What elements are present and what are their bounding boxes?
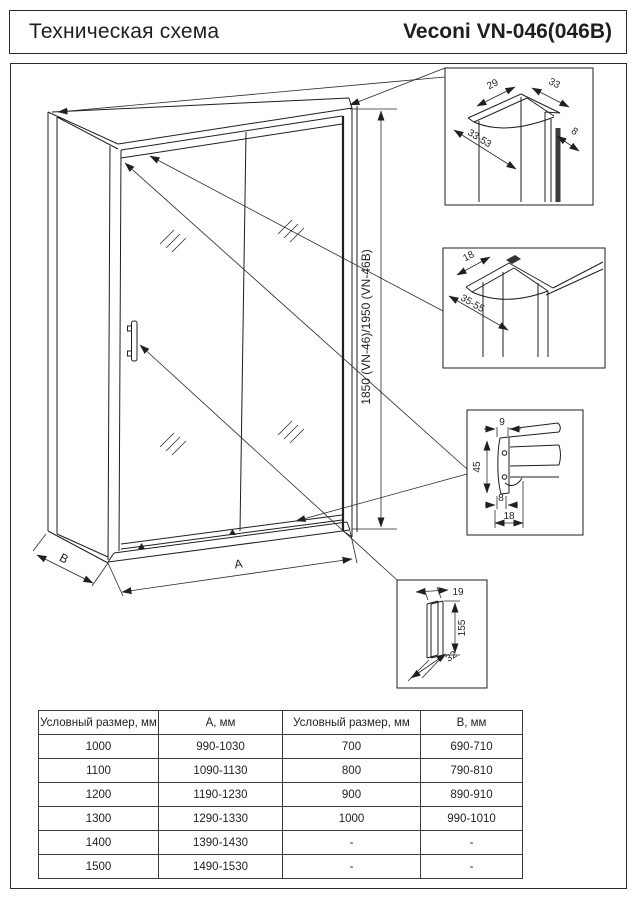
dim-width-label: A — [233, 556, 244, 572]
dim-height-label: 1850 (VN-46)/1950 (VN-46B) — [359, 249, 373, 405]
detail1-dim-range: 33-53 — [465, 127, 494, 151]
detail1-dim-left: 29 — [485, 77, 501, 93]
size-table — [38, 710, 523, 879]
detail3-dim-bottom: 8 — [498, 493, 504, 504]
table-cell: 1000 — [283, 807, 421, 831]
table-cell: 690-710 — [421, 735, 523, 759]
table-cell: - — [421, 855, 523, 879]
enclosure-linework — [48, 98, 357, 563]
table-cell: 1290-1330 — [159, 807, 283, 831]
detail-rail-profile — [467, 410, 583, 535]
detail4-dim-height: 155 — [457, 619, 468, 637]
dim-depth-b — [33, 534, 108, 586]
model-name: Veconi VN-046(046B) — [403, 20, 612, 43]
detail4-dim-depth: 32 — [443, 649, 460, 665]
detail3-dim-top: 9 — [499, 417, 505, 428]
table-cell: 1500 — [39, 855, 159, 879]
table-row — [39, 855, 523, 879]
table-cell: 890-910 — [421, 783, 523, 807]
table-header-cell: Условный размер, мм — [283, 711, 421, 735]
table-cell: - — [421, 831, 523, 855]
detail2-dim-width: 18 — [461, 249, 477, 265]
table-row — [39, 759, 523, 783]
table-cell: 1000 — [39, 735, 159, 759]
detail4-dim-width: 19 — [452, 587, 464, 598]
table-cell: 790-810 — [421, 759, 523, 783]
table-row — [39, 807, 523, 831]
table-cell: 900 — [283, 783, 421, 807]
table-header-cell: Условный размер, мм — [39, 711, 159, 735]
detail1-dim-right: 33 — [546, 76, 562, 92]
table-cell: 1490-1530 — [159, 855, 283, 879]
page-title: Техническая схема — [29, 20, 220, 43]
table-row — [39, 831, 523, 855]
detail3-dim-depth: 18 — [503, 511, 515, 522]
table-row — [39, 783, 523, 807]
table-cell: 990-1030 — [159, 735, 283, 759]
dim-depth-label: B — [57, 550, 71, 567]
table-cell: 700 — [283, 735, 421, 759]
wall-strip — [556, 128, 561, 202]
table-cell: 800 — [283, 759, 421, 783]
door-handle — [128, 321, 138, 361]
detail-wall-profile — [443, 248, 605, 368]
table-cell: - — [283, 855, 421, 879]
table-cell: 1400 — [39, 831, 159, 855]
table-header-cell: В, мм — [421, 711, 523, 735]
table-cell: 1300 — [39, 807, 159, 831]
detail3-dim-height: 45 — [472, 461, 483, 473]
table-cell: 1090-1130 — [159, 759, 283, 783]
table-row — [39, 735, 523, 759]
table-header-cell: А, мм — [159, 711, 283, 735]
table-cell: 1100 — [39, 759, 159, 783]
detail1-dim-gap: 8 — [569, 125, 580, 139]
detail2-dim-range: 35-55 — [458, 292, 487, 315]
table-cell: 1390-1430 — [159, 831, 283, 855]
table-cell: - — [283, 831, 421, 855]
table-cell: 990-1010 — [421, 807, 523, 831]
table-cell: 1190-1230 — [159, 783, 283, 807]
table-header-row — [39, 711, 523, 735]
table-cell: 1200 — [39, 783, 159, 807]
profile-cap — [506, 255, 521, 264]
detail-top-profile — [445, 68, 593, 205]
detail-handle — [397, 580, 487, 688]
